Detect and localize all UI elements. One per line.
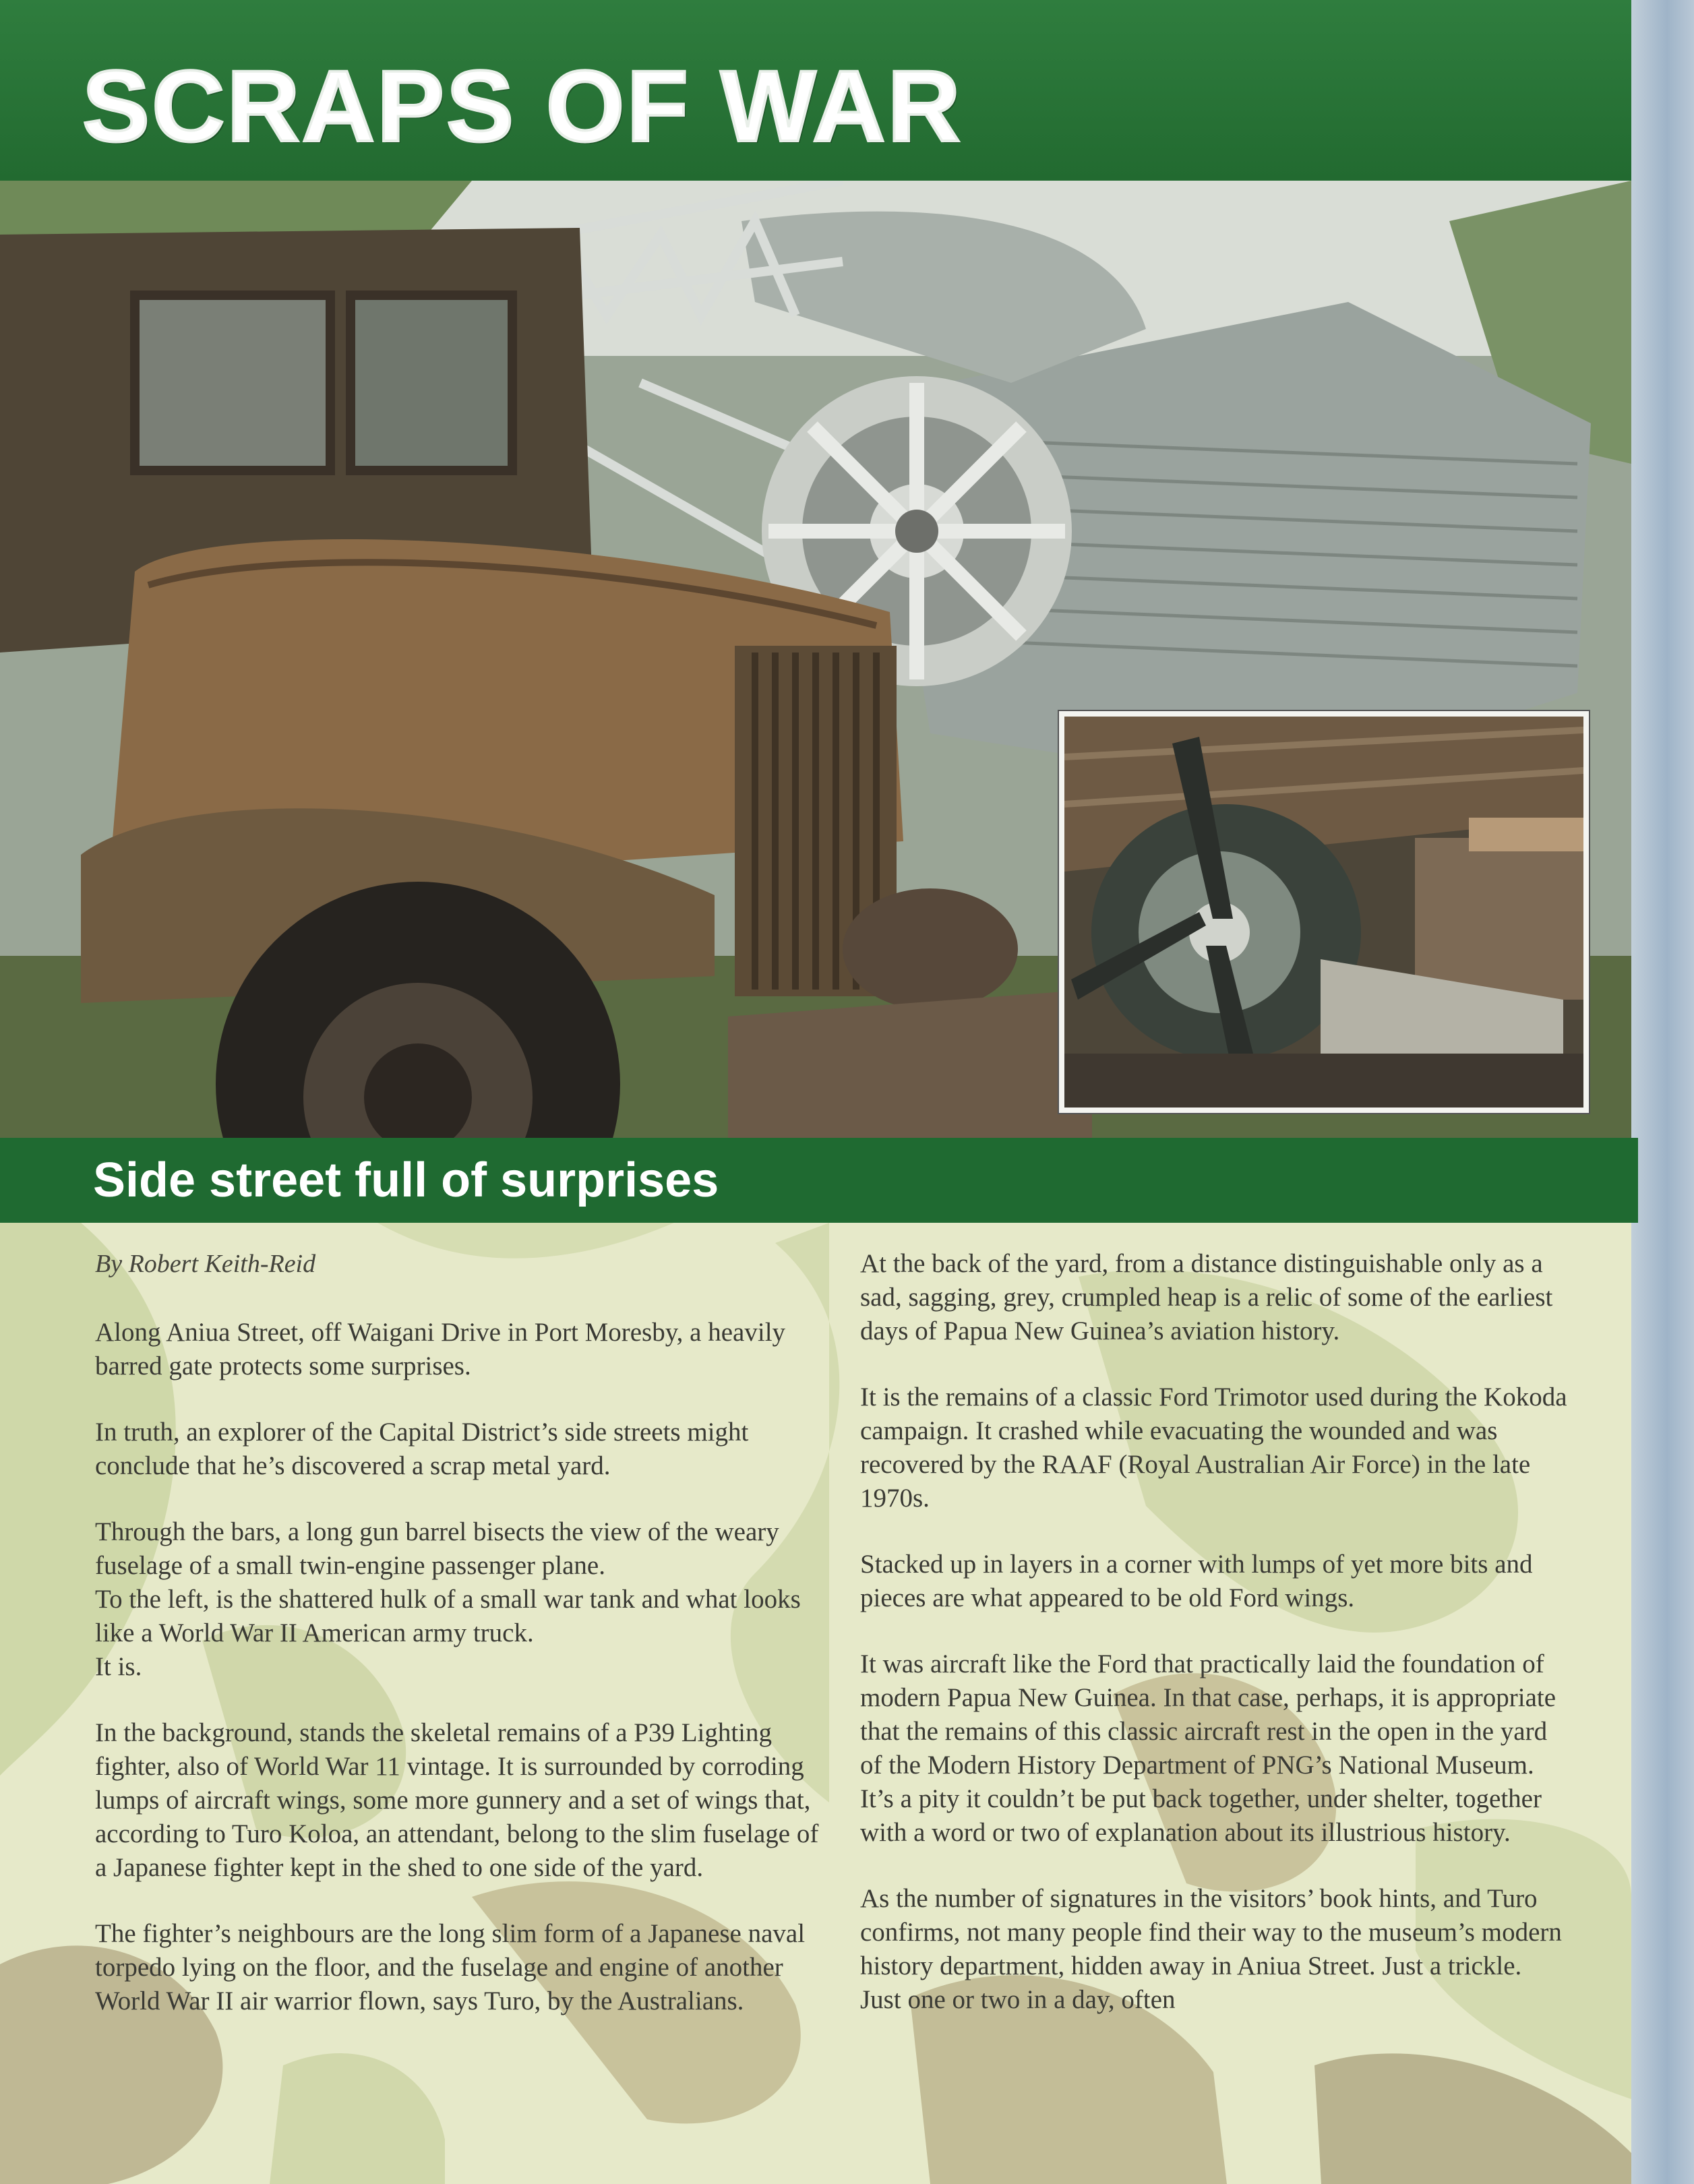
page-title: SCRAPS OF WAR	[82, 49, 963, 162]
article-body	[0, 1223, 1631, 2184]
paragraph: In truth, an explorer of the Capital District’s side streets might conclude that he’s discovered a scrap metal yard.	[95, 1418, 749, 1480]
paragraph: Stacked up in layers in a corner with lumps of yet more bits and pieces are what appeared to be old Ford wings.	[860, 1550, 1533, 1612]
paragraph: It is the remains of a classic Ford Trimotor used during the Kokoda campaign. It crashed while evacuating the wounded and was recovered by the RAAF (Royal Australian Air Force) in the late 1970s.	[860, 1383, 1567, 1513]
inset-photo	[1059, 711, 1589, 1113]
page-edge-strip	[1627, 0, 1694, 2184]
paragraph: Through the bars, a long gun barrel bisects the view of the weary fuselage of a small twin-engine passenger plane. To the left, is the shattered hulk of a small war tank and what looks like a World War II American army truck. It is.	[95, 1517, 801, 1681]
paragraph: In the background, stands the skeletal remains of a P39 Lighting fighter, also of World War 11 vintage. It is surrounded by corroding lumps of aircraft wings, some more gunnery and a set of wings that, according to Turo Koloa, an attendant, belong to the slim fuselage of a Japanese fighter kept in the shed to one side of the yard.	[95, 1718, 819, 1882]
paragraph: The fighter’s neighbours are the long slim form of a Japanese naval torpedo lying on the floor, and the fuselage and engine of another World War II air warrior flown, says Turo, by the Australians.	[95, 1919, 806, 2015]
paragraph: At the back of the yard, from a distance distinguishable only as a sad, sagging, grey, crumpled heap is a relic of some of the earliest days of Papua New Guinea’s aviation history.	[860, 1249, 1553, 1345]
fighter-plane-illustration	[1064, 717, 1583, 1108]
byline: By Robert Keith-Reid	[95, 1250, 316, 1278]
right-column	[860, 1247, 1568, 2049]
subtitle-band	[0, 1138, 1638, 1223]
paragraph: As the number of signatures in the visitors’ book hints, and Turo confirms, not many people find their way to the museum’s modern history department, hidden away in Aniua Street. Just a trickle. Just one or two in a day, often	[860, 1884, 1562, 2014]
left-column	[95, 1247, 830, 2051]
paragraph: Along Aniua Street, off Waigani Drive in Port Moresby, a heavily barred gate protects some surprises.	[95, 1318, 786, 1381]
header-band	[0, 0, 1631, 181]
paragraph: It was aircraft like the Ford that practically laid the foundation of modern Papua New Guinea. In that case, perhaps, it is appropriate that the remains of this classic aircraft rest in the open in the yard of the Modern History Department of PNG’s National Museum. It’s a pity it couldn’t be put back together, under shelter, together with a word or two of explanation about its illustrious history.	[860, 1649, 1556, 1847]
article-subtitle: Side street full of surprises	[93, 1153, 719, 1207]
